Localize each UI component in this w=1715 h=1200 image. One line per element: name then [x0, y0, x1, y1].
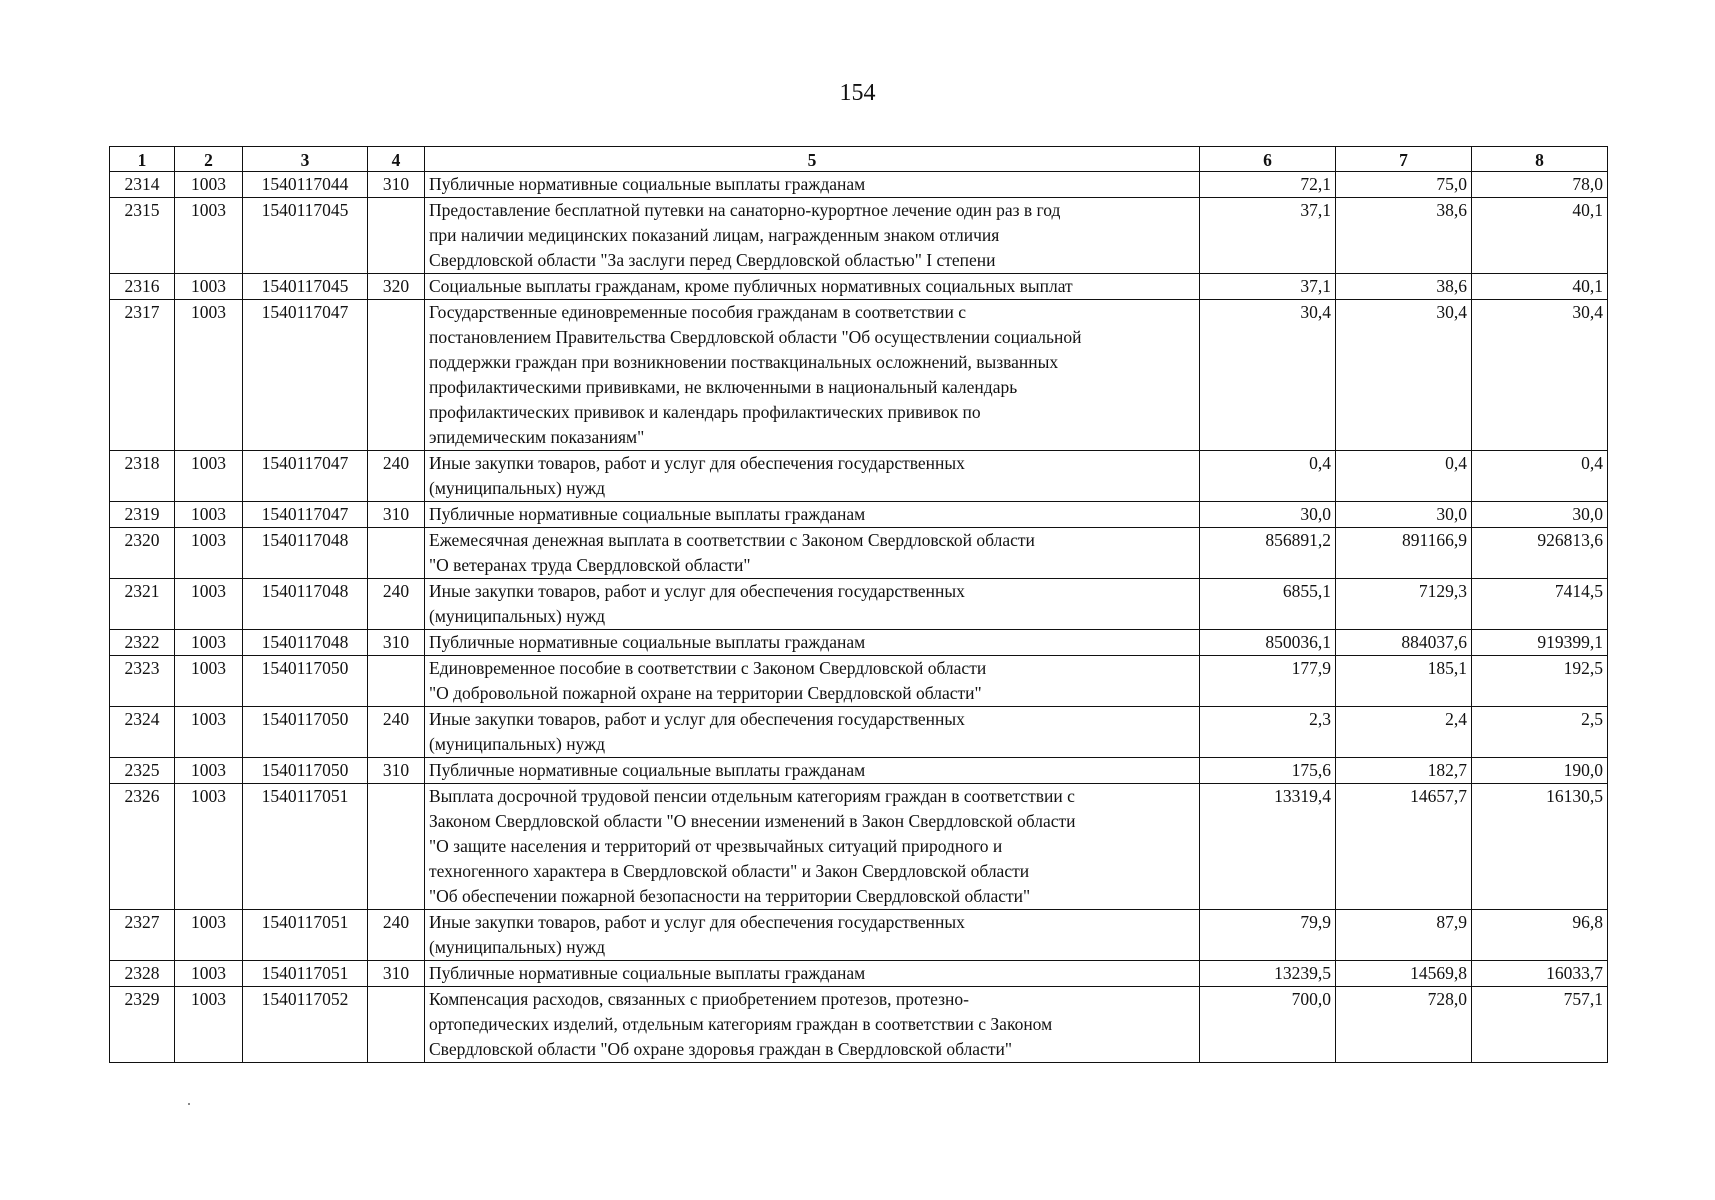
- row-number: 2314: [110, 172, 175, 198]
- target-article-code: 1540117051: [243, 961, 368, 987]
- description: Государственные единовременные пособия гражданам в соответствии с постановлением Правительства Свердловской области "Об осуществлении социальной поддержки граждан при возникновении поствакцинальных осложнений, вызванных профилактическими прививками, не включенными в национальный календарь профилактических прививок и календарь профилактических прививок по эпидемическим показаниям": [425, 300, 1200, 451]
- section-code: 1003: [175, 172, 243, 198]
- amount-column-8: 30,4: [1472, 300, 1608, 451]
- amount-column-6: 37,1: [1200, 198, 1336, 274]
- description: Публичные нормативные социальные выплаты гражданам: [425, 502, 1200, 528]
- amount-column-7: 75,0: [1336, 172, 1472, 198]
- table-body: [110, 172, 1608, 1063]
- row-number: 2322: [110, 630, 175, 656]
- table-row: [110, 784, 1608, 910]
- header-row: [110, 147, 1608, 172]
- table-row: [110, 451, 1608, 502]
- amount-column-8: 926813,6: [1472, 528, 1608, 579]
- amount-column-7: 2,4: [1336, 707, 1472, 758]
- table-row: [110, 172, 1608, 198]
- expense-type-code: 310: [368, 758, 425, 784]
- expense-type-code: 310: [368, 630, 425, 656]
- amount-column-6: 37,1: [1200, 274, 1336, 300]
- table-row: [110, 630, 1608, 656]
- description: Публичные нормативные социальные выплаты гражданам: [425, 758, 1200, 784]
- amount-column-7: 87,9: [1336, 910, 1472, 961]
- amount-column-6: 177,9: [1200, 656, 1336, 707]
- section-code: 1003: [175, 198, 243, 274]
- table-row: [110, 707, 1608, 758]
- expense-type-code: [368, 987, 425, 1063]
- amount-column-8: 16033,7: [1472, 961, 1608, 987]
- row-number: 2319: [110, 502, 175, 528]
- target-article-code: 1540117050: [243, 707, 368, 758]
- expense-type-code: [368, 300, 425, 451]
- amount-column-7: 14657,7: [1336, 784, 1472, 910]
- section-code: 1003: [175, 502, 243, 528]
- target-article-code: 1540117047: [243, 300, 368, 451]
- amount-column-7: 30,0: [1336, 502, 1472, 528]
- row-number: 2318: [110, 451, 175, 502]
- column-header: 1: [110, 147, 175, 172]
- amount-column-8: 2,5: [1472, 707, 1608, 758]
- target-article-code: 1540117047: [243, 502, 368, 528]
- section-code: 1003: [175, 579, 243, 630]
- table-row: [110, 502, 1608, 528]
- table-row: [110, 579, 1608, 630]
- table-row: [110, 910, 1608, 961]
- expense-type-code: 240: [368, 451, 425, 502]
- description: Единовременное пособие в соответствии с Законом Свердловской области "О добровольной пожарной охране на территории Свердловской области": [425, 656, 1200, 707]
- section-code: 1003: [175, 987, 243, 1063]
- description: Публичные нормативные социальные выплаты гражданам: [425, 630, 1200, 656]
- amount-column-6: 850036,1: [1200, 630, 1336, 656]
- amount-column-6: 700,0: [1200, 987, 1336, 1063]
- expense-type-code: 310: [368, 502, 425, 528]
- amount-column-6: 175,6: [1200, 758, 1336, 784]
- amount-column-8: 40,1: [1472, 198, 1608, 274]
- row-number: 2315: [110, 198, 175, 274]
- target-article-code: 1540117051: [243, 910, 368, 961]
- expense-type-code: 240: [368, 579, 425, 630]
- section-code: 1003: [175, 910, 243, 961]
- column-header: 5: [425, 147, 1200, 172]
- amount-column-8: 78,0: [1472, 172, 1608, 198]
- description: Иные закупки товаров, работ и услуг для обеспечения государственных (муниципальных) нужд: [425, 451, 1200, 502]
- row-number: 2323: [110, 656, 175, 707]
- amount-column-8: 40,1: [1472, 274, 1608, 300]
- table-row: [110, 656, 1608, 707]
- expense-type-code: [368, 784, 425, 910]
- expense-type-code: [368, 656, 425, 707]
- amount-column-6: 79,9: [1200, 910, 1336, 961]
- expense-type-code: 320: [368, 274, 425, 300]
- section-code: 1003: [175, 961, 243, 987]
- amount-column-7: 0,4: [1336, 451, 1472, 502]
- description: Публичные нормативные социальные выплаты гражданам: [425, 961, 1200, 987]
- expense-type-code: [368, 198, 425, 274]
- row-number: 2326: [110, 784, 175, 910]
- budget-table: [109, 146, 1608, 1063]
- section-code: 1003: [175, 274, 243, 300]
- table-row: [110, 528, 1608, 579]
- description: Иные закупки товаров, работ и услуг для обеспечения государственных (муниципальных) нужд: [425, 910, 1200, 961]
- amount-column-7: 38,6: [1336, 274, 1472, 300]
- amount-column-7: 14569,8: [1336, 961, 1472, 987]
- column-header: 6: [1200, 147, 1336, 172]
- amount-column-8: 192,5: [1472, 656, 1608, 707]
- amount-column-6: 6855,1: [1200, 579, 1336, 630]
- column-header: 7: [1336, 147, 1472, 172]
- amount-column-6: 13239,5: [1200, 961, 1336, 987]
- section-code: 1003: [175, 300, 243, 451]
- amount-column-8: 16130,5: [1472, 784, 1608, 910]
- target-article-code: 1540117050: [243, 656, 368, 707]
- page-number: 154: [839, 80, 876, 106]
- amount-column-7: 7129,3: [1336, 579, 1472, 630]
- table-row: [110, 198, 1608, 274]
- section-code: 1003: [175, 784, 243, 910]
- amount-column-6: 13319,4: [1200, 784, 1336, 910]
- amount-column-6: 30,4: [1200, 300, 1336, 451]
- amount-column-6: 30,0: [1200, 502, 1336, 528]
- scan-speck: [188, 1103, 190, 1105]
- description: Иные закупки товаров, работ и услуг для обеспечения государственных (муниципальных) нужд: [425, 707, 1200, 758]
- amount-column-7: 38,6: [1336, 198, 1472, 274]
- row-number: 2329: [110, 987, 175, 1063]
- amount-column-6: 0,4: [1200, 451, 1336, 502]
- target-article-code: 1540117047: [243, 451, 368, 502]
- target-article-code: 1540117050: [243, 758, 368, 784]
- row-number: 2328: [110, 961, 175, 987]
- amount-column-8: 96,8: [1472, 910, 1608, 961]
- expense-type-code: 240: [368, 910, 425, 961]
- row-number: 2317: [110, 300, 175, 451]
- description: Предоставление бесплатной путевки на санаторно-курортное лечение один раз в год при наличии медицинских показаний лицам, награжденным знаком отличия Свердловской области "За заслуги перед Свердловской областью" I степени: [425, 198, 1200, 274]
- section-code: 1003: [175, 528, 243, 579]
- row-number: 2321: [110, 579, 175, 630]
- target-article-code: 1540117052: [243, 987, 368, 1063]
- description: Публичные нормативные социальные выплаты гражданам: [425, 172, 1200, 198]
- column-header: 3: [243, 147, 368, 172]
- table-row: [110, 987, 1608, 1063]
- column-header: 8: [1472, 147, 1608, 172]
- description: Ежемесячная денежная выплата в соответствии с Законом Свердловской области "О ветеранах труда Свердловской области": [425, 528, 1200, 579]
- amount-column-7: 30,4: [1336, 300, 1472, 451]
- row-number: 2320: [110, 528, 175, 579]
- column-header: 4: [368, 147, 425, 172]
- row-number: 2324: [110, 707, 175, 758]
- description: Компенсация расходов, связанных с приобретением протезов, протезно- ортопедических изделий, отдельным категориям граждан в соответствии с Законом Свердловской области "Об охране здоровья граждан в Свердловской области": [425, 987, 1200, 1063]
- description: Выплата досрочной трудовой пенсии отдельным категориям граждан в соответствии с Законом Свердловской области "О внесении изменений в Закон Свердловской области "О защите населения и территорий от чрезвычайных ситуаций природного и техногенного характера в Свердловской области" и Закон Свердловской области "Об обеспечении пожарной безопасности на территории Свердловской области": [425, 784, 1200, 910]
- expense-type-code: [368, 528, 425, 579]
- amount-column-7: 185,1: [1336, 656, 1472, 707]
- section-code: 1003: [175, 758, 243, 784]
- amount-column-8: 190,0: [1472, 758, 1608, 784]
- target-article-code: 1540117048: [243, 579, 368, 630]
- amount-column-6: 72,1: [1200, 172, 1336, 198]
- target-article-code: 1540117045: [243, 198, 368, 274]
- target-article-code: 1540117051: [243, 784, 368, 910]
- amount-column-7: 891166,9: [1336, 528, 1472, 579]
- amount-column-8: 757,1: [1472, 987, 1608, 1063]
- amount-column-7: 728,0: [1336, 987, 1472, 1063]
- amount-column-8: 30,0: [1472, 502, 1608, 528]
- target-article-code: 1540117048: [243, 528, 368, 579]
- section-code: 1003: [175, 630, 243, 656]
- amount-column-8: 0,4: [1472, 451, 1608, 502]
- row-number: 2316: [110, 274, 175, 300]
- expense-type-code: 310: [368, 172, 425, 198]
- amount-column-8: 7414,5: [1472, 579, 1608, 630]
- row-number: 2325: [110, 758, 175, 784]
- expense-type-code: 310: [368, 961, 425, 987]
- amount-column-6: 2,3: [1200, 707, 1336, 758]
- amount-column-7: 884037,6: [1336, 630, 1472, 656]
- section-code: 1003: [175, 656, 243, 707]
- section-code: 1003: [175, 707, 243, 758]
- column-header: 2: [175, 147, 243, 172]
- section-code: 1003: [175, 451, 243, 502]
- table-row: [110, 961, 1608, 987]
- amount-column-7: 182,7: [1336, 758, 1472, 784]
- table-row: [110, 300, 1608, 451]
- amount-column-8: 919399,1: [1472, 630, 1608, 656]
- target-article-code: 1540117045: [243, 274, 368, 300]
- expense-type-code: 240: [368, 707, 425, 758]
- target-article-code: 1540117044: [243, 172, 368, 198]
- target-article-code: 1540117048: [243, 630, 368, 656]
- table-row: [110, 274, 1608, 300]
- table-row: [110, 758, 1608, 784]
- description: Социальные выплаты гражданам, кроме публичных нормативных социальных выплат: [425, 274, 1200, 300]
- description: Иные закупки товаров, работ и услуг для обеспечения государственных (муниципальных) нужд: [425, 579, 1200, 630]
- row-number: 2327: [110, 910, 175, 961]
- amount-column-6: 856891,2: [1200, 528, 1336, 579]
